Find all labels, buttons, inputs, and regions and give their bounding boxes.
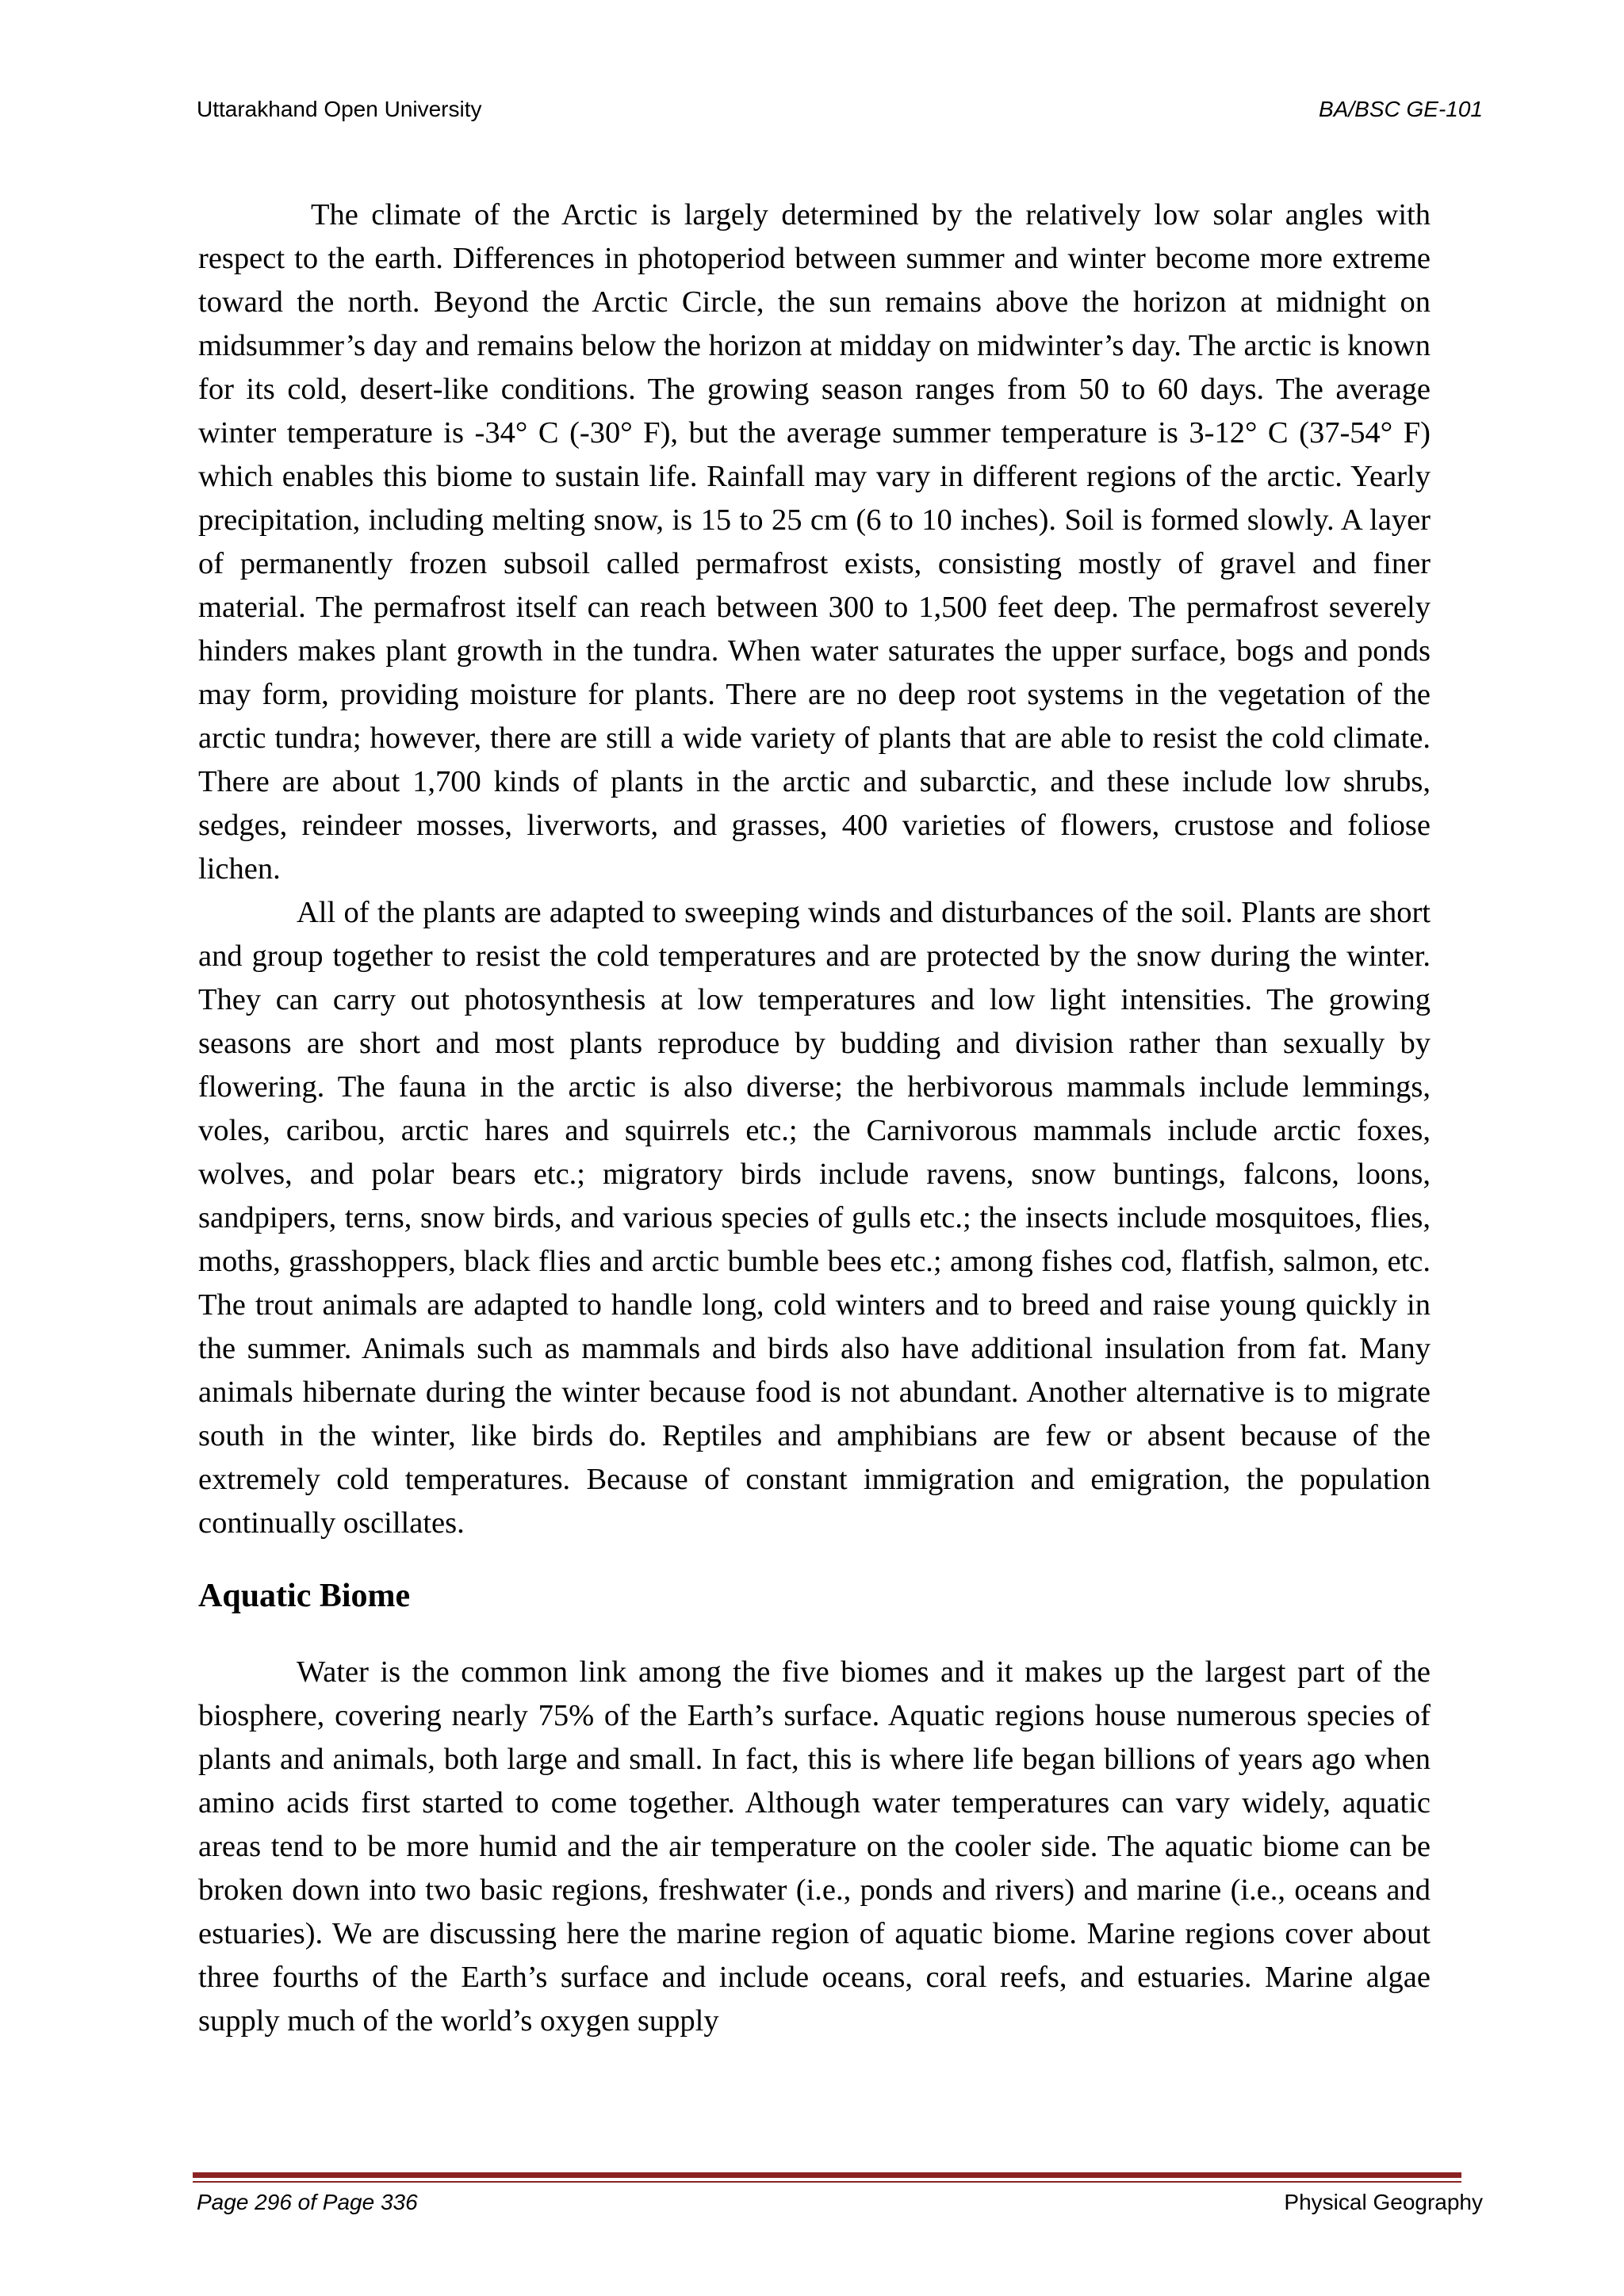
page-header [197,97,1483,128]
page-content [198,193,1431,2043]
footer-rule-thin [193,2181,1461,2183]
page-number: Page 296 of Page 336 [197,2190,418,2214]
page-footer [197,2190,1483,2221]
aquatic-biome-paragraph: Water is the common link among the five biomes and it makes up the largest part of the biosphere, covering nearly 75% of the Earth’s surface. Aquatic regions house numerous species of plants and animals, both large and small. In fact, this is where life began billions of years ago when amino acids first started to come together. Although water temperatures can vary widely, aquatic areas tend to be more humid and the air temperature on the cooler side. The aquatic biome can be broken down into two basic regions, freshwater (i.e., ponds and rivers) and marine (i.e., oceans and estuaries). We are discussing here the marine region of aquatic biome. Marine regions cover about three fourths of the Earth’s surface and include oceans, coral reefs, and estuaries. Marine algae supply much of the world’s oxygen supply [198,1655,1431,2038]
arctic-climate-paragraph: The climate of the Arctic is largely determined by the relatively low solar angles with respect to the earth. Differences in photoperiod between summer and winter become more extreme toward the north. Beyond the Arctic Circle, the sun remains above the horizon at midnight on midsummer’s day and remains below the horizon at midday on midwinter’s day. The arctic is known for its cold, desert-like conditions. The growing season ranges from 50 to 60 days. The average winter temperature is -34° C (-30° F), but the average summer temperature is 3-12° C (37-54° F) which enables this biome to sustain life. Rainfall may vary in different regions of the arctic. Yearly precipitation, including melting snow, is 15 to 25 cm (6 to 10 inches). Soil is formed slowly. A layer of permanently frozen subsoil called permafrost exists, consisting mostly of gravel and finer material. The permafrost itself can reach between 300 to 1,500 feet deep. The permafrost severely hinders makes plant growth in the tundra. When water saturates the upper surface, bogs and ponds may form, providing moisture for plants. There are no deep root systems in the vegetation of the arctic tundra; however, there are still a wide variety of plants that are able to resist the cold climate. There are about 1,700 kinds of plants in the arctic and subarctic, and these include low shrubs, sedges, reindeer mosses, liverworts, and grasses, 400 varieties of flowers, crustose and foliose lichen. [198,198,1431,886]
header-course-code: BA/BSC GE-101 [1319,97,1483,121]
section-heading-aquatic-biome: Aquatic Biome [198,1578,411,1614]
header-university-name: Uttarakhand Open University [197,97,482,121]
arctic-flora-fauna-paragraph: All of the plants are adapted to sweeping winds and disturbances of the soil. Plants are short and group together to resist the cold temperatures and are protected by the snow during the winter. They can carry out photosynthesis at low temperatures and low light intensities. The growing seasons are short and most plants reproduce by budding and division rather than sexually by flowering. The fauna in the arctic is also diverse; the herbivorous mammals include lemmings, voles, caribou, arctic hares and squirrels etc.; the Carnivorous mammals include arctic foxes, wolves, and polar bears etc.; migratory birds include ravens, snow buntings, falcons, loons, sandpipers, terns, snow birds, and various species of gulls etc.; the insects include mosquitoes, flies, moths, grasshoppers, black flies and arctic bumble bees etc.; among fishes cod, flatfish, salmon, etc. The trout animals are adapted to handle long, cold winters and to breed and raise young quickly in the summer. Animals such as mammals and birds also have additional insulation from fat. Many animals hibernate during the winter because food is not abundant. Another alternative is to migrate south in the winter, like birds do. Reptiles and amphibians are few or absent because of the extremely cold temperatures. Because of constant immigration and emigration, the population continually oscillates. [198,896,1431,1540]
footer-subject: Physical Geography [1284,2190,1483,2214]
footer-rule-thick [193,2172,1461,2178]
